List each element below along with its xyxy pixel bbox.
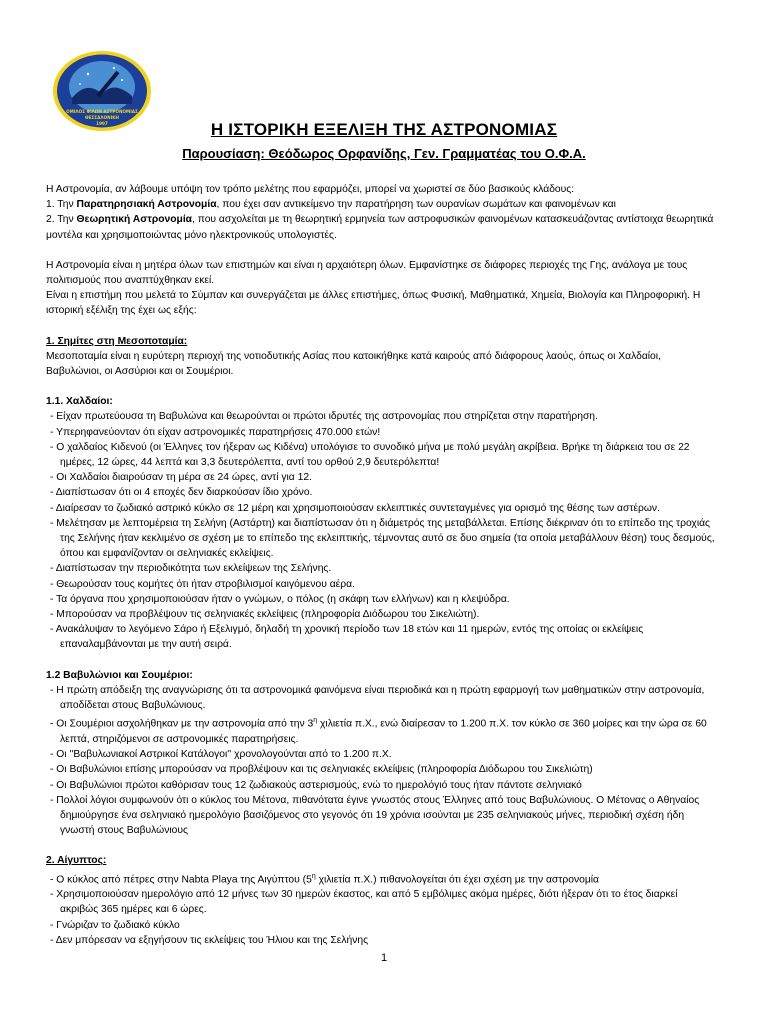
intro-item-1-rest: , που έχει σαν αντικείμενο την παρατήρηση των ουρανίων σωμάτων και φαινομένων και — [216, 199, 616, 211]
list-item: - Γνώριζαν το ζωδιακό κύκλο — [50, 919, 180, 931]
list-item: - Δεν μπόρεσαν να εξηγήσουν τις εκλείψεις του Ήλιου και της Σελήνης — [50, 934, 369, 946]
paragraph-mother-of-sciences: Η Αστρονομία είναι η μητέρα όλων των επιστημών και είναι η αρχαιότερη όλων. Εμφανίστηκε σε διάφορες περιοχές της Γης, ανάλογα με τους πολιτισμούς που αναπτύχθηκαν εκεί. — [46, 259, 688, 287]
list-item: - Οι ''Βαβυλωνιακοί Αστρικοί Κατάλογοι'' χρονολογούνται από το 1.200 π.Χ. — [50, 749, 392, 761]
page-number: 1 — [380, 952, 388, 964]
list-item-text: χιλιετία π.Χ.) πιθανολογείται ότι έχει σχέση με την αστρονομία — [315, 873, 599, 885]
section-1-1-heading: 1.1. Χαλδαίοι: — [46, 396, 113, 408]
svg-text:1997: 1997 — [96, 121, 108, 126]
superscript: η — [311, 872, 316, 880]
document-title: Η ΙΣΤΟΡΙΚΗ ΕΞΕΛΙΞΗ ΤΗΣ ΑΣΤΡΟΝΟΜΙΑΣ — [210, 120, 558, 139]
list-item: - Μπορούσαν να προβλέψουν τις σεληνιακές εκλείψεις (πληροφορία Διόδωρου του Σικελιώτη). — [50, 609, 480, 621]
list-item: - Η πρώτη απόδειξη της αναγνώρισης ότι τα αστρονομικά φαινόμενα είναι περιοδικά και η πρώτη εφαρμογή των μαθηματικών στην αστρονομία, αποδίδεται στους Βαβυλώνιους. — [50, 684, 705, 712]
list-item: - Υπερηφανεύονταν ότι είχαν αστρονομικές παρατηρήσεις 470.000 ετών! — [50, 426, 381, 438]
paragraph-science-definition: Είναι η επιστήμη που μελετά το Σύμπαν και συνεργάζεται με άλλες επιστήμες, όπως Φυσική, Μαθηματικά, Χημεία, Βιολογία και Πληροφορική. Η ιστορική εξέλιξη της έχει ως εξής: — [46, 290, 701, 317]
superscript: η — [313, 717, 318, 725]
intro-item-2 — [46, 212, 716, 242]
list-item: - Διαπίστωσαν ότι οι 4 εποχές δεν διαρκούσαν ίδιο χρόνο. — [50, 487, 313, 499]
list-item — [46, 869, 716, 888]
list-item-text: χιλιετία π.Χ., ενώ διαίρεσαν το 1.200 π.Χ. τον κύκλο σε 360 μοίρες και την ώρα σε 60 λεπτά, στηριζόμενοι σε αστρονομικές παρατηρήσεις. — [60, 718, 707, 745]
list-item: - Τα όργανα που χρησιμοποιούσαν ήταν ο γνώμων, ο πόλος (η σκάφη των ελλήνων) και η κλεψύδρα. — [50, 593, 510, 605]
document-body — [46, 182, 716, 948]
intro-item-1-bold: Παρατηρησιακή Αστρονομία — [76, 199, 217, 211]
list-item: - Μελέτησαν με λεπτομέρεια τη Σελήνη (Αστάρτη) και διαπίστωσαν ότι η διάμετρός της μεταβάλλεται. Επίσης διέκριναν ότι το επίπεδο της τροχιάς της Σελήνης ήταν κεκλιμένο σε σχέση με το επίπεδο της εκλειπτικής, τέμνοντας αυτό σε δυο σημεία (τα οποία μεταβάλλουν θέση) τους δεσμούς, όπου και εμφανίζονταν οι σεληνιακές εκλείψεις. — [50, 517, 715, 560]
svg-text:ΟΜΙΛΟΣ ΦΙΛΩΝ ΑΣΤΡΟΝΟΜΙΑΣ: ΟΜΙΛΟΣ ΦΙΛΩΝ ΑΣΤΡΟΝΟΜΙΑΣ — [66, 109, 138, 114]
section-1-text: Μεσοποταμία είναι η ευρύτερη περιοχή της νοτιοδυτικής Ασίας που κατοικήθηκε κατά καιρούς από διάφορους λαούς, όπως οι Χαλδαίοι, Βαβυλώνιοι, οι Ασσύριοι και οι Σουμέριοι. — [46, 350, 661, 378]
section-2-heading: 2. Αίγυπτος: — [46, 855, 107, 867]
intro-item-2-prefix: 2. Την — [46, 214, 77, 226]
list-item — [46, 713, 716, 747]
list-item: - Είχαν πρωτεύουσα τη Βαβυλώνα και θεωρούνται οι πρώτοι ιδρυτές της αστρονομίας που στηρίζεται στην παρατήρηση. — [50, 411, 598, 423]
list-item: - Διαπίστωσαν την περιοδικότητα των εκλείψεων της Σελήνης. — [50, 563, 332, 575]
section-1-heading: 1. Σημίτες στη Μεσοποταμία: — [46, 335, 188, 347]
intro-item-2-bold: Θεωρητική Αστρονομία — [76, 214, 193, 226]
list-item: - Ο χαλδαίος Κιδενού (οι Έλληνες τον ήξεραν ως Κιδένα) υπολόγισε το συνοδικό μήνα με πολύ μεγάλη ακρίβεια. Βρήκε τη διάρκεια του σε 22 ημέρες, 12 ώρες, 44 λεπτά και 3,3 δευτερόλεπτα, αντί του ορθού 2,9 δευτερόλεπτα! — [50, 441, 690, 469]
list-item: - Οι Βαβυλώνιοι πρώτοι καθόρισαν τους 12 ζωδιακούς αστερισμούς, ενώ το ημερολόγιό τους ήταν πάντοτε σεληνιακό — [50, 779, 582, 791]
list-item: - Ανακάλυψαν το λεγόμενο Σάρο ή Εξελιγμό, δηλαδή τη χρονική περίοδο των 18 ετών και 11 ημερών, εντός της οποίας οι εκλείψεις επαναλαμβάνονται με την αυτή σειρά. — [50, 624, 644, 651]
intro-item-1-prefix: 1. Την — [46, 199, 77, 211]
document-subtitle: Παρουσίαση: Θεόδωρος Ορφανίδης, Γεν. Γραμματέας του Ο.Φ.Α. — [182, 146, 586, 161]
list-item: - Πολλοί λόγιοι συμφωνούν ότι ο κύκλος του Μέτονα, πιθανότατα έγινε γνωστός στους Έλληνες από τους Βαβυλώνιους. Ο Μέτονας ο Αθηναίος δημιούργησε ένα σεληνιακό ημερολόγιο βασιζόμενος στο γεγονός ότι 19 χρόνια ισούνται με 235 σεληνιακούς μήνες, περιοδική σχέση ήδη γνωστή στους Βαβυλώνιους — [50, 794, 700, 837]
list-item: - Διαίρεσαν το ζωδιακό αστρικό κύκλο σε 12 μέρη και χρησιμοποιούσαν εκλειπτικές συντεταγμένες για ορισμό της θέσης των αστέρων. — [50, 502, 660, 514]
list-item-text: - Ο κύκλος από πέτρες στην Nabta Playa της Αιγύπτου (5 — [50, 873, 312, 885]
section-1-2-heading: 1.2 Βαβυλώνιοι και Σουμέριοι: — [46, 669, 193, 681]
list-item: - Χρησιμοποιούσαν ημερολόγιο από 12 μήνες των 30 ημερών έκαστος, και από 5 εμβόλιμες ακόμα ημέρες, διότι ήξεραν ότι το έτος διαρκεί ακριβώς 365 ημέρες και 6 ώρες. — [50, 889, 678, 916]
intro-item-2-rest: , που ασχολείται με τη θεωρητική ερμηνεία των αστροφυσικών φαινομένων κατασκευάζοντας αντίστοιχα θεωρητικά μοντέλα και χρησιμοποιώντας μόνο ηλεκτρονικούς υπολογιστές. — [46, 214, 714, 241]
svg-text:ΘΕΣΣΑΛΟΝΙΚΗ: ΘΕΣΣΑΛΟΝΙΚΗ — [85, 115, 119, 120]
list-item: - Οι Βαβυλώνιοι επίσης μπορούσαν να προβλέψουν και τις σεληνιακές εκλείψεις (πληροφορία Διόδωρου του Σικελιώτη) — [50, 764, 593, 776]
list-item-text: - Οι Σουμέριοι ασχολήθηκαν με την αστρονομία από την 3 — [50, 718, 314, 730]
list-item: - Θεωρούσαν τους κομήτες ότι ήταν στροβιλισμοί καιγόμενου αέρα. — [50, 578, 355, 590]
list-item: - Οι Χαλδαίοι διαιρούσαν τη μέρα σε 24 ώρες, αντί για 12. — [50, 472, 312, 484]
intro-item-1 — [46, 197, 716, 212]
intro-line: Η Αστρονομία, αν λάβουμε υπόψη τον τρόπο μελέτης που εφαρμόζει, μπορεί να χωριστεί σε δύο βασικούς κλάδους: — [46, 184, 575, 195]
